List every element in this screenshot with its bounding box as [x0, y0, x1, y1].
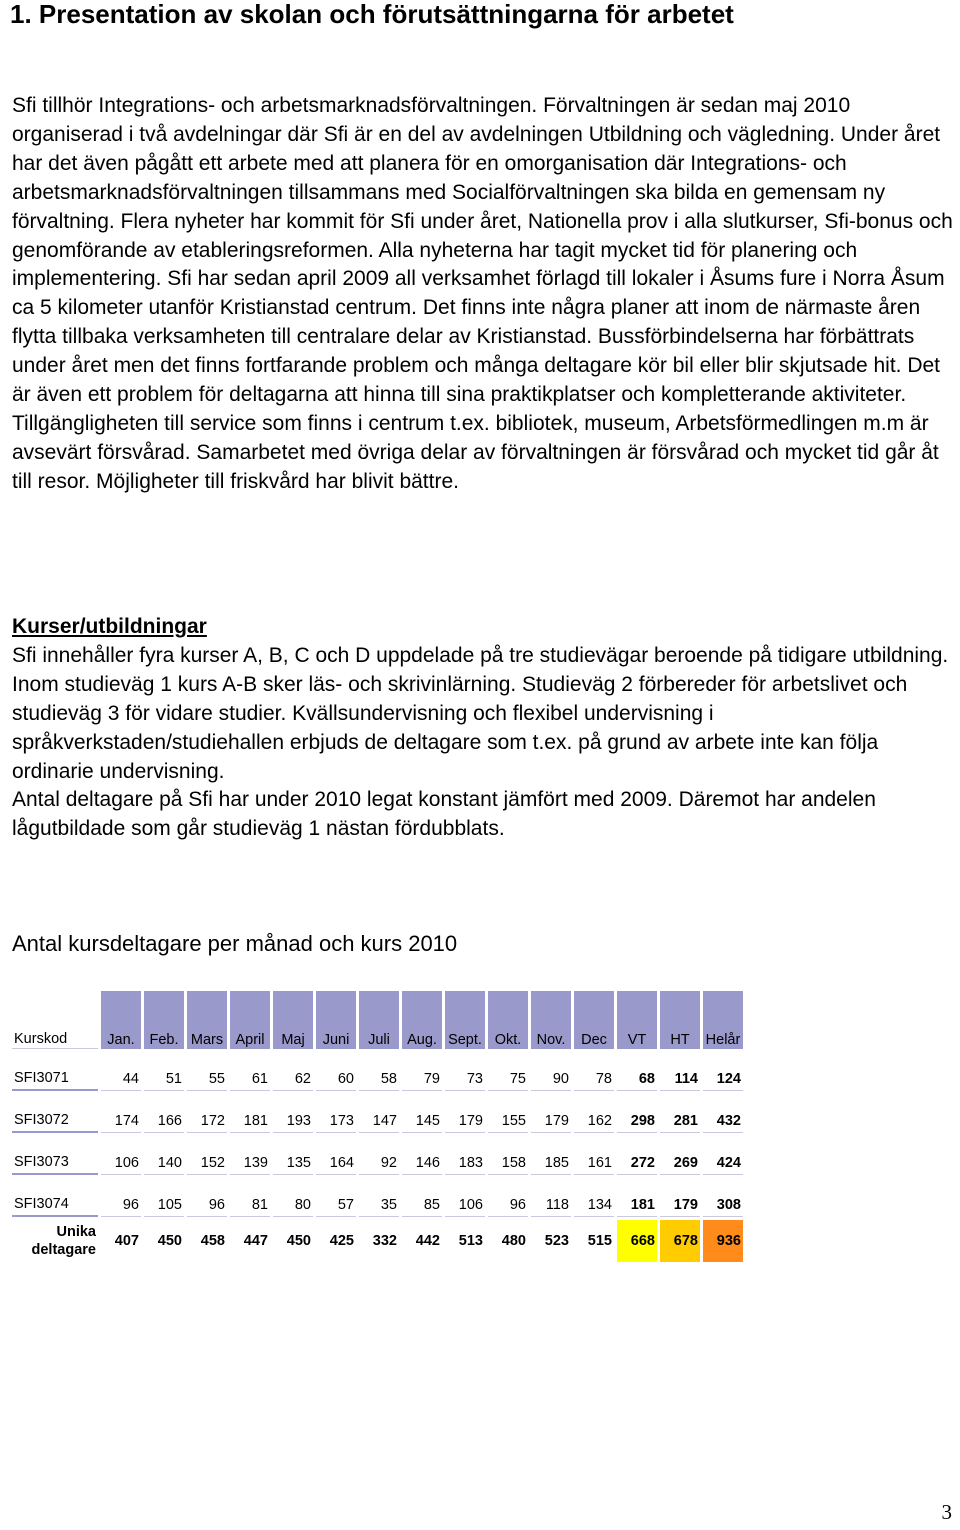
table-cell: 51	[144, 1052, 184, 1091]
table-cell: 298	[617, 1094, 657, 1133]
table-cell: 85	[402, 1178, 442, 1217]
table-cell: 269	[660, 1136, 700, 1175]
table-cell: 61	[230, 1052, 270, 1091]
total-label-line2: deltagare	[31, 1242, 96, 1258]
header-cell: HT	[660, 991, 700, 1049]
table-cell: 96	[488, 1178, 528, 1217]
table-cell: 424	[703, 1136, 743, 1175]
header-cell: Jan.	[101, 991, 141, 1049]
total-cell: 515	[587, 1233, 612, 1249]
table-cell: 272	[617, 1136, 657, 1175]
table-cell: 179	[445, 1094, 485, 1133]
header-cell: Helår	[703, 991, 743, 1049]
table-cell: 147	[359, 1094, 399, 1133]
row-label: SFI3071	[12, 1052, 98, 1091]
table-cell: 134	[574, 1178, 614, 1217]
header-cell: Maj	[273, 991, 313, 1049]
table-row	[12, 1178, 743, 1217]
table-total-row	[12, 1220, 743, 1262]
total-cell: 480	[501, 1233, 526, 1249]
table-cell: 139	[230, 1136, 270, 1175]
table-cell: 179	[660, 1178, 700, 1217]
table-header-row	[12, 991, 743, 1049]
total-cell: 458	[200, 1233, 225, 1249]
table-cell: 432	[703, 1094, 743, 1133]
header-cell: Nov.	[531, 991, 571, 1049]
total-cell: 332	[372, 1233, 397, 1249]
header-cell: Juli	[359, 991, 399, 1049]
header-cell: April	[230, 991, 270, 1049]
table-cell: 118	[531, 1178, 571, 1217]
table-cell: 57	[316, 1178, 356, 1217]
header-cell: Juni	[316, 991, 356, 1049]
table-cell: 146	[402, 1136, 442, 1175]
total-cell: 513	[458, 1233, 483, 1249]
total-label-line1: Unika	[56, 1224, 96, 1240]
table-cell: 35	[359, 1178, 399, 1217]
table-cell: 145	[402, 1094, 442, 1133]
table-cell: 92	[359, 1136, 399, 1175]
page-heading: 1. Presentation av skolan och förutsättningarna för arbetet	[10, 0, 734, 29]
table-cell: 58	[359, 1052, 399, 1091]
table-cell: 173	[316, 1094, 356, 1133]
table-cell: 90	[531, 1052, 571, 1091]
total-cell: 450	[286, 1233, 311, 1249]
table-cell: 164	[316, 1136, 356, 1175]
table-cell: 106	[445, 1178, 485, 1217]
table-cell: 73	[445, 1052, 485, 1091]
header-cell: Aug.	[402, 991, 442, 1049]
table-caption: Antal kursdeltagare per månad och kurs 2010	[12, 931, 458, 956]
table-cell: 79	[402, 1052, 442, 1091]
page-number: 3	[941, 1500, 952, 1524]
table-cell: 281	[660, 1094, 700, 1133]
table-cell: 96	[101, 1178, 141, 1217]
table-cell: 135	[273, 1136, 313, 1175]
table-cell: 179	[531, 1094, 571, 1133]
header-cell: Mars	[187, 991, 227, 1049]
table-cell: 62	[273, 1052, 313, 1091]
header-cell: Okt.	[488, 991, 528, 1049]
table-row	[12, 1094, 743, 1133]
courses-heading: Kurser/utbildningar	[12, 615, 207, 638]
table-cell: 55	[187, 1052, 227, 1091]
table-row	[12, 1052, 743, 1091]
table-cell: 78	[574, 1052, 614, 1091]
table-cell: 152	[187, 1136, 227, 1175]
total-cell: 668	[617, 1220, 657, 1262]
row-label: SFI3073	[12, 1136, 98, 1175]
total-label	[12, 1220, 98, 1262]
table-cell: 140	[144, 1136, 184, 1175]
header-cell: Dec	[574, 991, 614, 1049]
table-cell: 105	[144, 1178, 184, 1217]
total-cell: 936	[703, 1220, 743, 1262]
total-cell: 425	[329, 1233, 354, 1249]
intro-paragraph: Sfi tillhör Integrations- och arbetsmarknadsförvaltningen. Förvaltningen är sedan maj 2010 organiserad i två avdelningar där Sfi är en del av avdelningen Utbildning och vägledning. Under året har det även pågått ett arbete med att planera för en omorganisation där Integrations- och arbetsmarknadsförvaltningen tillsammans med Socialförvaltningen ska bilda en gemensam ny förvaltning. Flera nyheter har kommit för Sfi under året, Nationella prov i alla slutkurser, Sfi-bonus och genomförande av etableringsreformen. Alla nyheterna har tagit mycket tid för planering och implementering. Sfi har sedan april 2009 all verksamhet förlagd till lokaler i Åsums fure i Norra Åsum ca 5 kilometer utanför Kristianstad centrum. Det finns inte några planer att inom de närmaste åren flytta tillbaka verksamheten till centralare delar av Kristianstad. Bussförbindelserna har förbättrats under året men det finns fortfarande problem och många deltagare kör bil eller blir skjutsade hit. Det är även ett problem för deltagarna att hinna till sina praktikplatser och kompletterande aktiviteter. Tillgängligheten till service som finns i centrum t.ex. bibliotek, museum, Arbetsförmedlingen m.m är avsevärt försvårad. Samarbetet med övriga delar av förvaltningen är försvårad och mycket tid går åt till resor. Möjligheter till friskvård har blivit bättre.	[12, 94, 953, 493]
participants-table	[9, 988, 746, 1265]
table-cell: 181	[617, 1178, 657, 1217]
table-cell: 106	[101, 1136, 141, 1175]
courses-paragraph: Sfi innehåller fyra kurser A, B, C och D uppdelade på tre studievägar beroende på tidigare utbildning. Inom studieväg 1 kurs A-B sker läs- och skrivinlärning. Studieväg 2 förbereder för arbetslivet och studieväg 3 för vidare studier. Kvällsundervisning och flexibel undervisning i språkverkstaden/studiehallen erbjuds de deltagare som t.ex. på grund av arbete inte kan följa ordinarie undervisning.	[12, 644, 949, 783]
table-cell: 183	[445, 1136, 485, 1175]
table-cell: 162	[574, 1094, 614, 1133]
total-cell: 678	[660, 1220, 700, 1262]
table-cell: 80	[273, 1178, 313, 1217]
header-cell: Sept.	[445, 991, 485, 1049]
table-cell: 96	[187, 1178, 227, 1217]
row-label: SFI3072	[12, 1094, 98, 1133]
table-cell: 166	[144, 1094, 184, 1133]
table-cell: 81	[230, 1178, 270, 1217]
table-cell: 68	[617, 1052, 657, 1091]
header-cell: Feb.	[144, 991, 184, 1049]
table-cell: 158	[488, 1136, 528, 1175]
table-cell: 60	[316, 1052, 356, 1091]
table-cell: 44	[101, 1052, 141, 1091]
total-cell: 523	[544, 1233, 569, 1249]
header-kurskod: Kurskod	[12, 991, 98, 1049]
table-cell: 114	[660, 1052, 700, 1091]
table-cell: 185	[531, 1136, 571, 1175]
total-cell: 447	[243, 1233, 268, 1249]
table-cell: 174	[101, 1094, 141, 1133]
table-cell: 193	[273, 1094, 313, 1133]
header-cell: VT	[617, 991, 657, 1049]
total-cell: 407	[114, 1233, 139, 1249]
row-label: SFI3074	[12, 1178, 98, 1217]
table-cell: 155	[488, 1094, 528, 1133]
table-cell: 181	[230, 1094, 270, 1133]
table-cell: 308	[703, 1178, 743, 1217]
table-cell: 172	[187, 1094, 227, 1133]
table-row	[12, 1136, 743, 1175]
table-cell: 124	[703, 1052, 743, 1091]
total-cell: 442	[415, 1233, 440, 1249]
table-cell: 161	[574, 1136, 614, 1175]
participants-paragraph: Antal deltagare på Sfi har under 2010 legat konstant jämfört med 2009. Däremot har andelen lågutbildade som går studieväg 1 nästan fördubblats.	[12, 788, 876, 840]
total-cell: 450	[157, 1233, 182, 1249]
table-cell: 75	[488, 1052, 528, 1091]
